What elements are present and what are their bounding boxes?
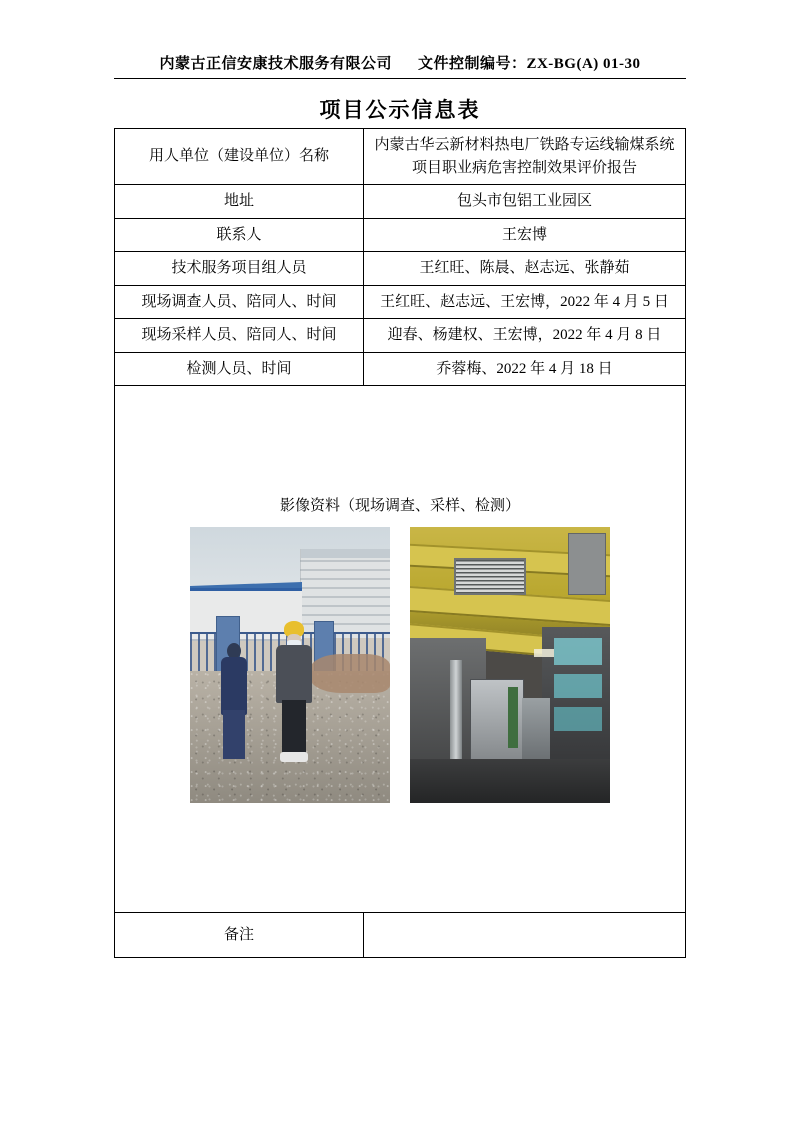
table-row [115, 319, 686, 353]
row-label-testing: 检测人员、时间 [115, 352, 364, 386]
project-disclosure-table [114, 128, 686, 958]
photo-green-panel [508, 687, 518, 748]
row-value-remark [364, 913, 686, 958]
row-label-sampling: 现场采样人员、陪同人、时间 [115, 319, 364, 353]
table-row [115, 129, 686, 185]
document-control-number: 文件控制编号：ZX-BG(A) 01-30 [417, 56, 641, 72]
photo-person-inspector [274, 621, 314, 765]
row-label-team: 技术服务项目组人员 [115, 252, 364, 286]
photo-window-1 [554, 638, 602, 666]
table-row [115, 252, 686, 286]
photo-person-worker [218, 643, 250, 759]
sampling-photo [410, 527, 610, 803]
media-section-header: 影像资料（现场调查、采样、检测） [279, 497, 520, 514]
photo-ceiling-light [534, 649, 554, 657]
photo-rubble-pile [310, 654, 390, 693]
photo-floor [410, 759, 610, 803]
row-value-address: 包头市包铝工业园区 [364, 185, 686, 219]
photo-window-3 [554, 707, 602, 732]
row-value-sampling: 迎春、杨建权、王宏博，2022 年 4 月 8 日 [364, 319, 686, 353]
row-value-team: 王红旺、陈晨、赵志远、张静茹 [364, 252, 686, 286]
media-cell [115, 386, 686, 913]
row-label-contact: 联系人 [115, 218, 364, 252]
remark-row [115, 913, 686, 958]
photo-gallery [115, 521, 685, 803]
row-value-contact: 王宏博 [364, 218, 686, 252]
photo-ventilation-grille [454, 558, 526, 595]
row-label-address: 地址 [115, 185, 364, 219]
table-row [115, 218, 686, 252]
company-name: 内蒙古正信安康技术服务有限公司 [159, 56, 392, 72]
photo-window-2 [554, 674, 602, 699]
photo-duct [568, 533, 606, 596]
page-header [114, 52, 686, 73]
header-divider [114, 78, 686, 79]
row-value-survey: 王红旺、赵志远、王宏博，2022 年 4 月 5 日 [364, 285, 686, 319]
page-title: 项目公示信息表 [319, 98, 481, 122]
table-row [115, 352, 686, 386]
table-row [115, 285, 686, 319]
media-row [115, 386, 686, 913]
row-label-employer: 用人单位（建设单位）名称 [115, 129, 364, 185]
table-row [115, 185, 686, 219]
site-survey-photo [190, 527, 390, 803]
row-value-employer: 内蒙古华云新材料热电厂铁路专运线输煤系统项目职业病危害控制效果评价报告 [364, 129, 686, 185]
row-value-testing: 乔蓉梅、2022 年 4 月 18 日 [364, 352, 686, 386]
row-label-survey: 现场调查人员、陪同人、时间 [115, 285, 364, 319]
row-label-remark: 备注 [115, 913, 364, 958]
